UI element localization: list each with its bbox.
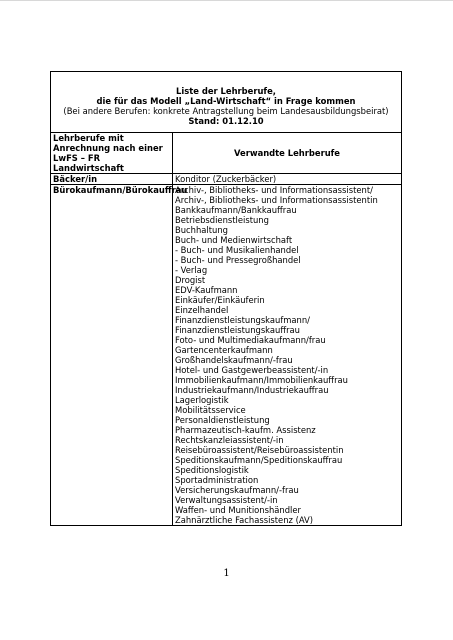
row-related-list xyxy=(173,185,402,526)
list-item: Konditor (Zuckerbäcker) xyxy=(175,174,277,184)
title-line-2: die für das Modell „Land-Wirtschaft“ in Frage kommen xyxy=(96,96,356,106)
list-item: - Buch- und Pressegroßhandel xyxy=(175,255,301,265)
title-line-3: (Bei andere Berufen: konkrete Antragstellung beim Landesausbildungsbeirat) xyxy=(63,106,389,116)
list-item: EDV-Kaufmann xyxy=(175,285,238,295)
list-item: Gartencenterkaufmann xyxy=(175,345,273,355)
list-item: Buch- und Medienwirtschaft xyxy=(175,235,293,245)
list-item: Archiv-, Bibliotheks- und Informationsassistentin xyxy=(175,195,378,205)
list-item: Rechtskanzleiassistent/-in xyxy=(175,435,284,445)
occupations-table xyxy=(50,71,402,526)
list-item: Industriekaufmann/Industriekauffrau xyxy=(175,385,329,395)
list-item: Speditionslogistik xyxy=(175,465,249,475)
header-row xyxy=(51,133,402,174)
list-item: Lagerlogistik xyxy=(175,395,229,405)
page-number: 1 xyxy=(223,568,230,579)
list-item: Verwaltungsassistent/-in xyxy=(175,495,278,505)
list-item: Betriebsdienstleistung xyxy=(175,215,269,225)
title-cell xyxy=(51,72,402,133)
header-right: Verwandte Lehrberufe xyxy=(173,133,402,174)
title-date: Stand: 01.12.10 xyxy=(188,116,264,126)
table-row xyxy=(51,185,402,526)
list-item: Bankkaufmann/Bankkauffrau xyxy=(175,205,297,215)
list-item: Mobilitätsservice xyxy=(175,405,246,415)
list-item: Drogist xyxy=(175,275,206,285)
list-item: Versicherungskaufmann/-frau xyxy=(175,485,299,495)
list-item: Personaldienstleistung xyxy=(175,415,270,425)
list-item: Hotel- und Gastgewerbeassistent/-in xyxy=(175,365,329,375)
list-item: Foto- und Multimediakaufmann/frau xyxy=(175,335,326,345)
list-item: Pharmazeutisch-kaufm. Assistenz xyxy=(175,425,316,435)
list-item: Einzelhandel xyxy=(175,305,229,315)
list-item: Einkäufer/Einkäuferin xyxy=(175,295,265,305)
row-occupation: Bürokaufmann/Bürokauffrau xyxy=(51,185,173,526)
page-top-rule xyxy=(0,0,453,1)
list-item: - Buch- und Musikalienhandel xyxy=(175,245,299,255)
list-item: Sportadministration xyxy=(175,475,259,485)
table-row xyxy=(51,174,402,185)
list-item: Archiv-, Bibliotheks- und Informationsassistent/ xyxy=(175,185,373,195)
row-related-list xyxy=(173,174,402,185)
list-item: Speditionskaufmann/Speditionskauffrau xyxy=(175,455,343,465)
header-left: Lehrberufe mit Anrechnung nach einer LwFS – FR Landwirtschaft xyxy=(51,133,173,174)
list-item: Waffen- und Munitionshändler xyxy=(175,505,301,515)
list-item: Reisebüroassistent/Reisebüroassistentin xyxy=(175,445,344,455)
list-item: Finanzdienstleistungskaufmann/ xyxy=(175,315,310,325)
list-item: Zahnärztliche Fachassistenz (AV) xyxy=(175,515,314,525)
list-item: - Verlag xyxy=(175,265,208,275)
title-line-1: Liste der Lehrberufe, xyxy=(176,86,276,96)
list-item: Buchhaltung xyxy=(175,225,228,235)
list-item: Immobilienkaufmann/Immobilienkauffrau xyxy=(175,375,348,385)
list-item: Finanzdienstleistungskauffrau xyxy=(175,325,300,335)
list-item: Großhandelskaufmann/-frau xyxy=(175,355,293,365)
title-row xyxy=(51,72,402,133)
row-occupation: Bäcker/in xyxy=(51,174,173,185)
